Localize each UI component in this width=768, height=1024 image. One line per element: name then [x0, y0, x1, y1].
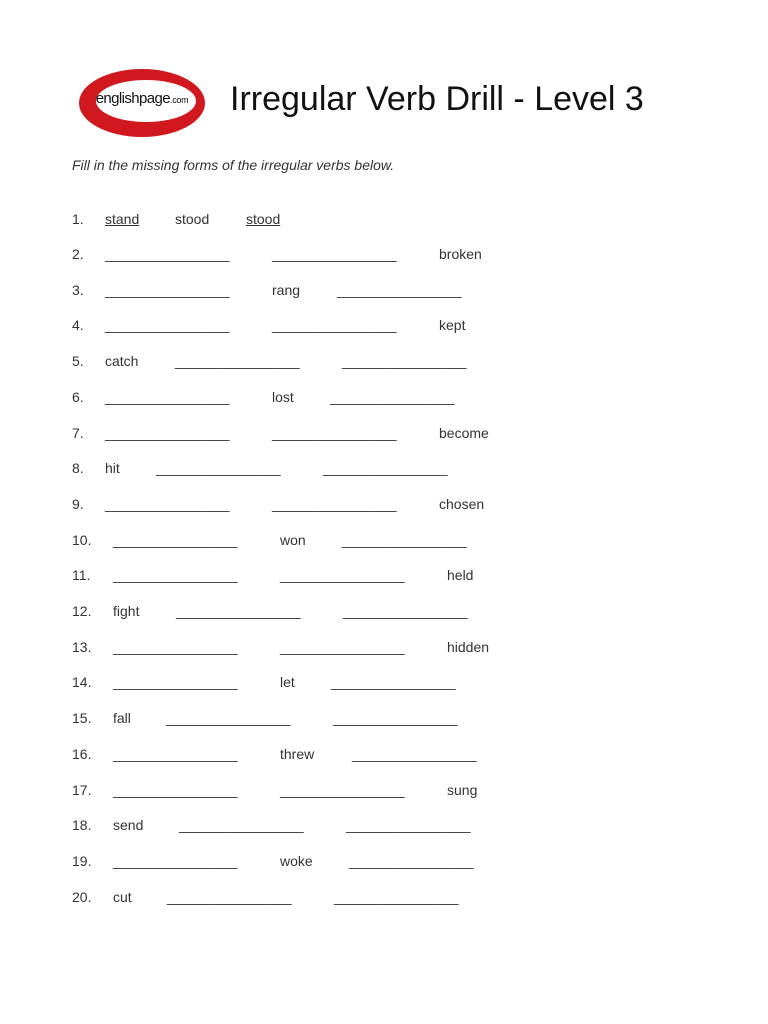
verb-row: [0, 746, 768, 766]
answer-blank[interactable]: ________________: [323, 460, 448, 477]
answer-blank[interactable]: ________________: [280, 638, 405, 655]
answer-blank[interactable]: ________________: [166, 710, 291, 727]
answer-blank[interactable]: ________________: [105, 388, 230, 405]
logo-wordmark: englishpage.com: [95, 90, 189, 107]
verb-row: [0, 496, 768, 516]
answer-blank[interactable]: ________________: [349, 852, 474, 869]
given-verb-form: chosen: [439, 495, 485, 512]
given-verb-form: sung: [447, 781, 478, 798]
given-verb-form: send: [113, 817, 144, 834]
verb-row: [0, 460, 768, 480]
verb-row: [0, 710, 768, 730]
verb-row: [0, 817, 768, 837]
answer-blank[interactable]: ________________: [272, 246, 397, 262]
answer-blank[interactable]: ________________: [342, 531, 467, 548]
item-number: 11.: [72, 567, 91, 584]
verb-row: [0, 782, 768, 802]
item-number: 9.: [72, 495, 84, 512]
given-verb-form: hidden: [447, 638, 490, 655]
answer-blank[interactable]: ________________: [113, 638, 238, 655]
verb-row: [0, 425, 768, 445]
given-verb-form: cut: [113, 888, 132, 905]
given-verb-form: hit: [105, 460, 120, 477]
given-verb-form: let: [280, 674, 295, 691]
answer-blank[interactable]: ________________: [330, 388, 455, 405]
example-past: stood: [175, 211, 210, 227]
given-verb-form: rang: [272, 281, 301, 298]
answer-blank[interactable]: ________________: [105, 495, 230, 512]
example-participle: stood: [246, 211, 281, 227]
item-number: 1.: [72, 211, 84, 227]
answer-blank[interactable]: ________________: [331, 674, 456, 691]
given-verb-form: kept: [439, 317, 466, 334]
item-number: 18.: [72, 817, 92, 834]
answer-blank[interactable]: ________________: [179, 817, 304, 834]
answer-blank[interactable]: ________________: [272, 317, 397, 334]
answer-blank[interactable]: ________________: [113, 531, 238, 548]
answer-blank[interactable]: ________________: [175, 353, 300, 370]
answer-blank[interactable]: ________________: [334, 888, 459, 905]
item-number: 2.: [72, 246, 84, 262]
item-number: 15.: [72, 710, 92, 727]
answer-blank[interactable]: ________________: [280, 567, 405, 584]
verb-row: [0, 674, 768, 694]
answer-blank[interactable]: ________________: [272, 424, 397, 441]
answer-blank[interactable]: ________________: [333, 710, 458, 727]
answer-blank[interactable]: ________________: [113, 781, 238, 798]
answer-blank[interactable]: ________________: [337, 281, 462, 298]
answer-blank[interactable]: ________________: [352, 745, 477, 762]
verb-row: [0, 567, 768, 587]
instructions: Fill in the missing forms of the irregular verbs below.: [72, 157, 395, 173]
verb-row: [0, 532, 768, 552]
answer-blank[interactable]: ________________: [113, 745, 238, 762]
given-verb-form: woke: [280, 852, 313, 869]
item-number: 12.: [72, 603, 92, 619]
verb-row: [0, 246, 768, 266]
verb-row: [0, 889, 768, 909]
englishpage-logo: [78, 68, 206, 138]
answer-blank[interactable]: ________________: [113, 567, 238, 584]
answer-blank[interactable]: ________________: [346, 817, 471, 834]
verb-row: [0, 317, 768, 337]
verb-row: [0, 853, 768, 873]
answer-blank[interactable]: ________________: [105, 246, 230, 262]
example-base: stand: [105, 211, 140, 227]
answer-blank[interactable]: ________________: [105, 317, 230, 334]
verb-row: [0, 282, 768, 302]
answer-blank[interactable]: ________________: [167, 888, 292, 905]
item-number: 19.: [72, 852, 92, 869]
item-number: 4.: [72, 317, 84, 334]
given-verb-form: catch: [105, 353, 139, 370]
given-verb-form: held: [447, 567, 474, 584]
item-number: 17.: [72, 781, 92, 798]
verb-row: [0, 603, 768, 623]
item-number: 20.: [72, 888, 92, 905]
verb-row: [0, 353, 768, 373]
item-number: 16.: [72, 745, 92, 762]
item-number: 8.: [72, 460, 84, 477]
given-verb-form: threw: [280, 745, 315, 762]
answer-blank[interactable]: ________________: [176, 603, 301, 619]
example-row: [0, 211, 768, 231]
given-verb-form: fall: [113, 710, 131, 727]
item-number: 5.: [72, 353, 84, 370]
answer-blank[interactable]: ________________: [280, 781, 405, 798]
item-number: 6.: [72, 388, 84, 405]
answer-blank[interactable]: ________________: [342, 353, 467, 370]
answer-blank[interactable]: ________________: [113, 852, 238, 869]
item-number: 14.: [72, 674, 92, 691]
answer-blank[interactable]: ________________: [105, 424, 230, 441]
item-number: 13.: [72, 638, 92, 655]
given-verb-form: become: [439, 424, 489, 441]
verb-row: [0, 639, 768, 659]
answer-blank[interactable]: ________________: [105, 281, 230, 298]
given-verb-form: lost: [272, 388, 294, 405]
answer-blank[interactable]: ________________: [272, 495, 397, 512]
item-number: 3.: [72, 281, 84, 298]
item-number: 10.: [72, 531, 92, 548]
verb-row: [0, 389, 768, 409]
item-number: 7.: [72, 424, 84, 441]
given-verb-form: won: [280, 531, 306, 548]
given-verb-form: fight: [113, 603, 140, 619]
answer-blank[interactable]: ________________: [156, 460, 281, 477]
answer-blank[interactable]: ________________: [343, 603, 468, 619]
page-title: Irregular Verb Drill - Level 3: [230, 80, 644, 118]
answer-blank[interactable]: ________________: [113, 674, 238, 691]
given-verb-form: broken: [439, 246, 482, 262]
